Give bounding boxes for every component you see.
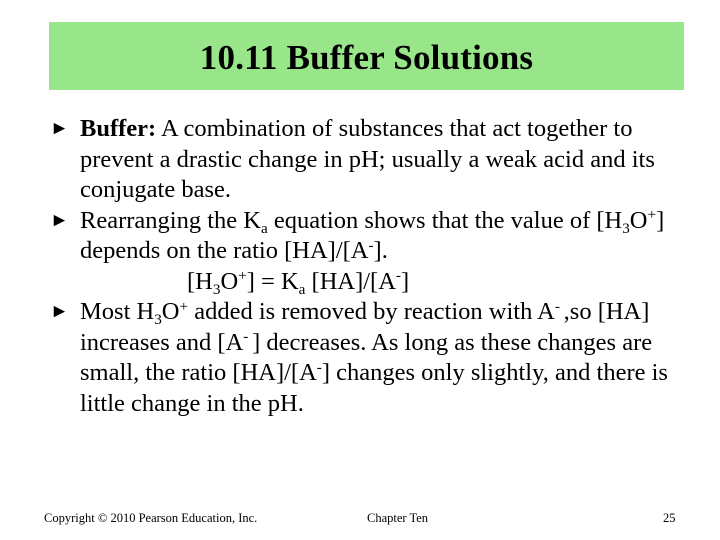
text-span: ]	[400, 267, 410, 295]
subscript: 3	[622, 219, 630, 237]
bullet-marker-icon: ►	[50, 209, 69, 231]
text-span: O	[161, 298, 180, 325]
text-span: Most H	[80, 298, 155, 325]
superscript: +	[647, 206, 657, 224]
text-span: ] depends on the ratio [HA]/[A	[80, 206, 665, 264]
superscript: -	[395, 267, 401, 285]
bullet-rearranging	[50, 206, 700, 267]
bullet-marker-icon: ►	[50, 301, 69, 322]
buffer-term: Buffer:	[80, 115, 157, 142]
footer-copyright: Copyright © 2010 Pearson Education, Inc.	[44, 511, 258, 525]
bullet-marker-icon: ►	[50, 118, 69, 139]
text-span: Rearranging the K	[80, 206, 261, 234]
text-span: added is removed by reaction with A	[188, 298, 555, 325]
superscript: -	[368, 236, 374, 254]
text-span: equation shows that the value of [H	[267, 206, 623, 234]
text-span: [H	[187, 267, 213, 295]
bullet-most-h3o	[50, 297, 700, 419]
slide-body	[50, 114, 700, 419]
title-bar	[49, 22, 684, 90]
text-span: O	[220, 267, 239, 295]
bullet-buffer-definition	[50, 114, 700, 206]
superscript: +	[238, 267, 247, 285]
superscript: +	[179, 297, 189, 315]
subscript: 3	[212, 280, 221, 298]
subscript: a	[260, 219, 268, 237]
equation	[50, 267, 700, 298]
subscript: 3	[154, 311, 162, 329]
footer-page-number: 25	[663, 511, 676, 525]
subscript: a	[298, 280, 306, 298]
text-span: ] decreases. As long as these changes are small, the ratio [HA]/[A	[80, 328, 653, 386]
footer-chapter: Chapter Ten	[367, 511, 429, 525]
text-span: [HA]/[A	[305, 267, 396, 295]
text-span: ] = K	[246, 267, 299, 295]
text-span: O	[629, 206, 648, 234]
superscript: -	[316, 358, 322, 376]
text-span: ].	[373, 237, 388, 264]
text-span: ,so [HA] increases and [A	[80, 298, 650, 356]
superscript: -	[243, 328, 253, 346]
buffer-definition-text: A combination of substances that act together to prevent a drastic change in pH; usually a weak acid and its conjugate base.	[80, 115, 655, 203]
slide-title: 10.11 Buffer Solutions	[199, 38, 534, 77]
text-span: ] changes only slightly, and there is little change in the pH.	[80, 359, 668, 417]
superscript: -	[554, 297, 564, 315]
